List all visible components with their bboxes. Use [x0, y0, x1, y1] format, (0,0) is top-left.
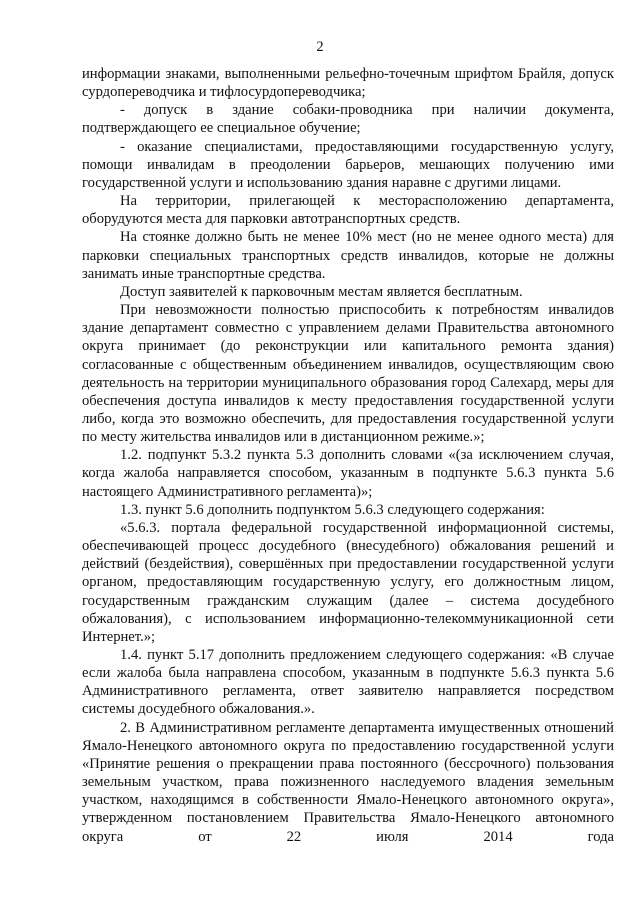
- paragraph: При невозможности полностью приспособить к потребностям инвалидов здание департамент совместно с управлением делами Правительства автономного округа принимает (до реконструкции или капитального ремонта здания) согласованные с общественным объединением инвалидов, осуществляющим свою деятельность на территории муниципального образования город Салехард, меры для обеспечения доступа инвалидов к месту предоставления государственной услуги либо, когда это возможно обеспечить, для предоставления государственной услуги по месту жительства инвалидов или в дистанционном режиме.»;: [82, 302, 614, 446]
- paragraph: 1.2. подпункт 5.3.2 пункта 5.3 дополнить словами «(за исключением случая, когда жалоба направляется способом, указанным в подпункте 5.6.3 пункта 5.6 настоящего Административного регламента)»;: [82, 447, 614, 500]
- paragraph: «5.6.3. портала федеральной государственной информационной системы, обеспечивающей процесс досудебного (внесудебного) обжалования решений и действий (бездействия), совершённых при предоставлении государственной услуги органом, предоставляющим государственную услугу, его должностным лицом, государственным гражданским служащим (далее – система досудебного обжалования), с использованием информационно-телекоммуникационной сети Интернет.»;: [82, 519, 614, 645]
- paragraph: - допуск в здание собаки-проводника при наличии документа, подтверждающего ее специальное обучение;: [82, 102, 614, 137]
- paragraph: 1.4. пункт 5.17 дополнить предложением следующего содержания: «В случае если жалоба была направлена способом, указанным в подпункте 5.6.3 пункта 5.6 Административного регламента, ответ заявителю направляется посредством системы досудебного обжалования.».: [82, 647, 614, 718]
- paragraph: информации знаками, выполненными рельефно-точечным шрифтом Брайля, допуск сурдопереводчика и тифлосурдопереводчика;: [82, 66, 614, 101]
- page-number: 2: [316, 39, 324, 55]
- paragraph: - оказание специалистами, предоставляющими государственную услугу, помощи инвалидам в преодолении барьеров, мешающих получению ими государственной услуги и использованию здания наравне с другими лицами.: [82, 138, 614, 191]
- paragraph: На стоянке должно быть не менее 10% мест (но не менее одного места) для парковки специальных транспортных средств инвалидов, которые не должны занимать иные транспортные средства.: [82, 229, 614, 282]
- paragraph: 2. В Административном регламенте департамента имущественных отношений Ямало-Ненецкого автономного округа по предоставлению государственной услуги «Принятие решения о прекращении права постоянного (бессрочного) пользования земельным участком, права пожизненного наследуемого владения земельным участком, находящимся в собственности Ямало-Ненецкого автономного округа», утвержденном постановлением Правительства Ямало-Ненецкого автономного округа от 22 июля 2014 года: [82, 719, 614, 845]
- paragraph: На территории, прилегающей к месторасположению департамента, оборудуются места для парковки автотранспортных средств.: [82, 193, 614, 228]
- paragraph: Доступ заявителей к парковочным местам является бесплатным.: [120, 283, 523, 300]
- paragraph: 1.3. пункт 5.6 дополнить подпунктом 5.6.3 следующего содержания:: [120, 501, 545, 518]
- document-body: [82, 65, 614, 846]
